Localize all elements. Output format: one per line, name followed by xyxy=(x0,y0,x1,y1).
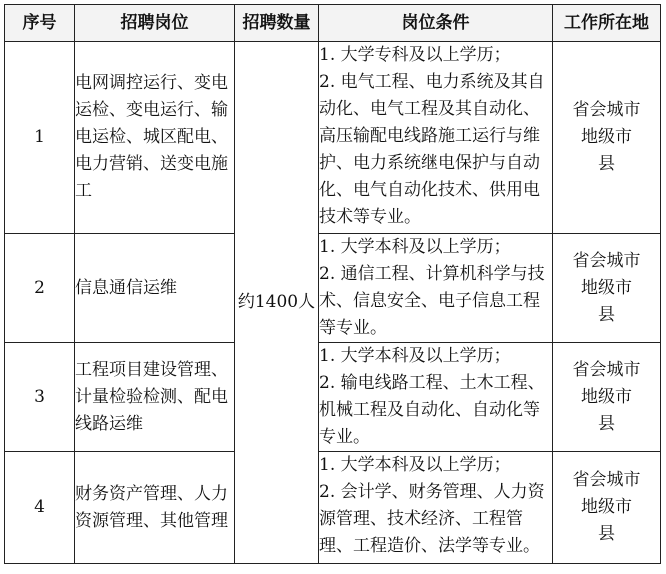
requirements-cell xyxy=(319,452,553,564)
requirement-line: 源管理、技术经济、工程管 xyxy=(319,509,523,529)
requirements-cell xyxy=(319,234,553,343)
requirement-line: 理、工程造价、法学等专业。 xyxy=(319,536,540,556)
post-name: 工程项目建设管理、计量检验检测、配电线路运维 xyxy=(75,343,235,452)
requirement-line: 术、信息安全、电子信息工程 xyxy=(319,291,540,311)
requirement-line: 1. 大学本科及以上学历； xyxy=(319,237,511,257)
requirement-line: 2. 会计学、财务管理、人力资 xyxy=(319,482,545,502)
requirements-cell xyxy=(319,42,553,234)
header-location: 工作所在地 xyxy=(553,5,661,42)
requirement-line: 技术等专业。 xyxy=(319,207,421,227)
header-post: 招聘岗位 xyxy=(75,5,235,42)
requirement-line: 2. 输电线路工程、土木工程、 xyxy=(319,373,545,393)
header-requirements: 岗位条件 xyxy=(319,5,553,42)
location-line: 县 xyxy=(598,154,615,174)
row-number: 4 xyxy=(5,452,75,564)
table-row xyxy=(5,343,661,452)
row-number: 3 xyxy=(5,343,75,452)
post-name: 财务资产管理、人力资源管理、其他管理 xyxy=(75,452,235,564)
requirement-line: 高压输配电线路施工运行与维 xyxy=(319,126,540,146)
requirement-line: 2. 电气工程、电力系统及其自 xyxy=(319,72,545,92)
location-line: 地级市 xyxy=(581,277,632,298)
requirement-line: 专业。 xyxy=(319,427,370,447)
recruitment-table xyxy=(4,4,661,564)
recruit-count: 约1400人 xyxy=(235,42,319,564)
post-name: 电网调控运行、变电运检、变电运行、输电运检、城区配电、电力营销、送变电施工 xyxy=(75,42,235,234)
requirement-line: 化、电气自动化技术、供用电 xyxy=(319,180,540,200)
location-cell xyxy=(553,343,661,452)
header-count: 招聘数量 xyxy=(235,5,319,42)
location-line: 地级市 xyxy=(581,386,632,407)
header-row xyxy=(5,5,661,42)
requirement-line: 护、电力系统继电保护与自动 xyxy=(319,153,540,173)
table-row xyxy=(5,234,661,343)
location-cell xyxy=(553,42,661,234)
row-number: 1 xyxy=(5,42,75,234)
requirement-line: 等专业。 xyxy=(319,318,387,338)
location-line: 县 xyxy=(598,524,615,544)
table-row xyxy=(5,42,661,234)
location-line: 省会城市 xyxy=(572,250,641,271)
location-line: 县 xyxy=(598,304,615,325)
requirement-line: 1. 大学专科及以上学历； xyxy=(319,45,511,65)
row-number: 2 xyxy=(5,234,75,343)
post-name: 信息通信运维 xyxy=(75,234,235,343)
location-line: 省会城市 xyxy=(572,359,641,380)
requirement-line: 1. 大学本科及以上学历； xyxy=(319,455,511,475)
requirement-line: 2. 通信工程、计算机科学与技 xyxy=(319,264,545,284)
location-line: 县 xyxy=(598,413,615,434)
requirement-line: 机械工程及自动化、自动化等 xyxy=(319,400,540,420)
location-line: 地级市 xyxy=(581,127,632,147)
location-line: 省会城市 xyxy=(572,470,641,490)
header-no: 序号 xyxy=(5,5,75,42)
requirement-line: 1. 大学本科及以上学历； xyxy=(319,346,511,366)
table-row xyxy=(5,452,661,564)
location-line: 省会城市 xyxy=(572,100,641,120)
requirements-cell xyxy=(319,343,553,452)
location-cell xyxy=(553,452,661,564)
location-line: 地级市 xyxy=(581,497,632,517)
requirement-line: 动化、电气工程及其自动化、 xyxy=(319,99,540,119)
location-cell xyxy=(553,234,661,343)
